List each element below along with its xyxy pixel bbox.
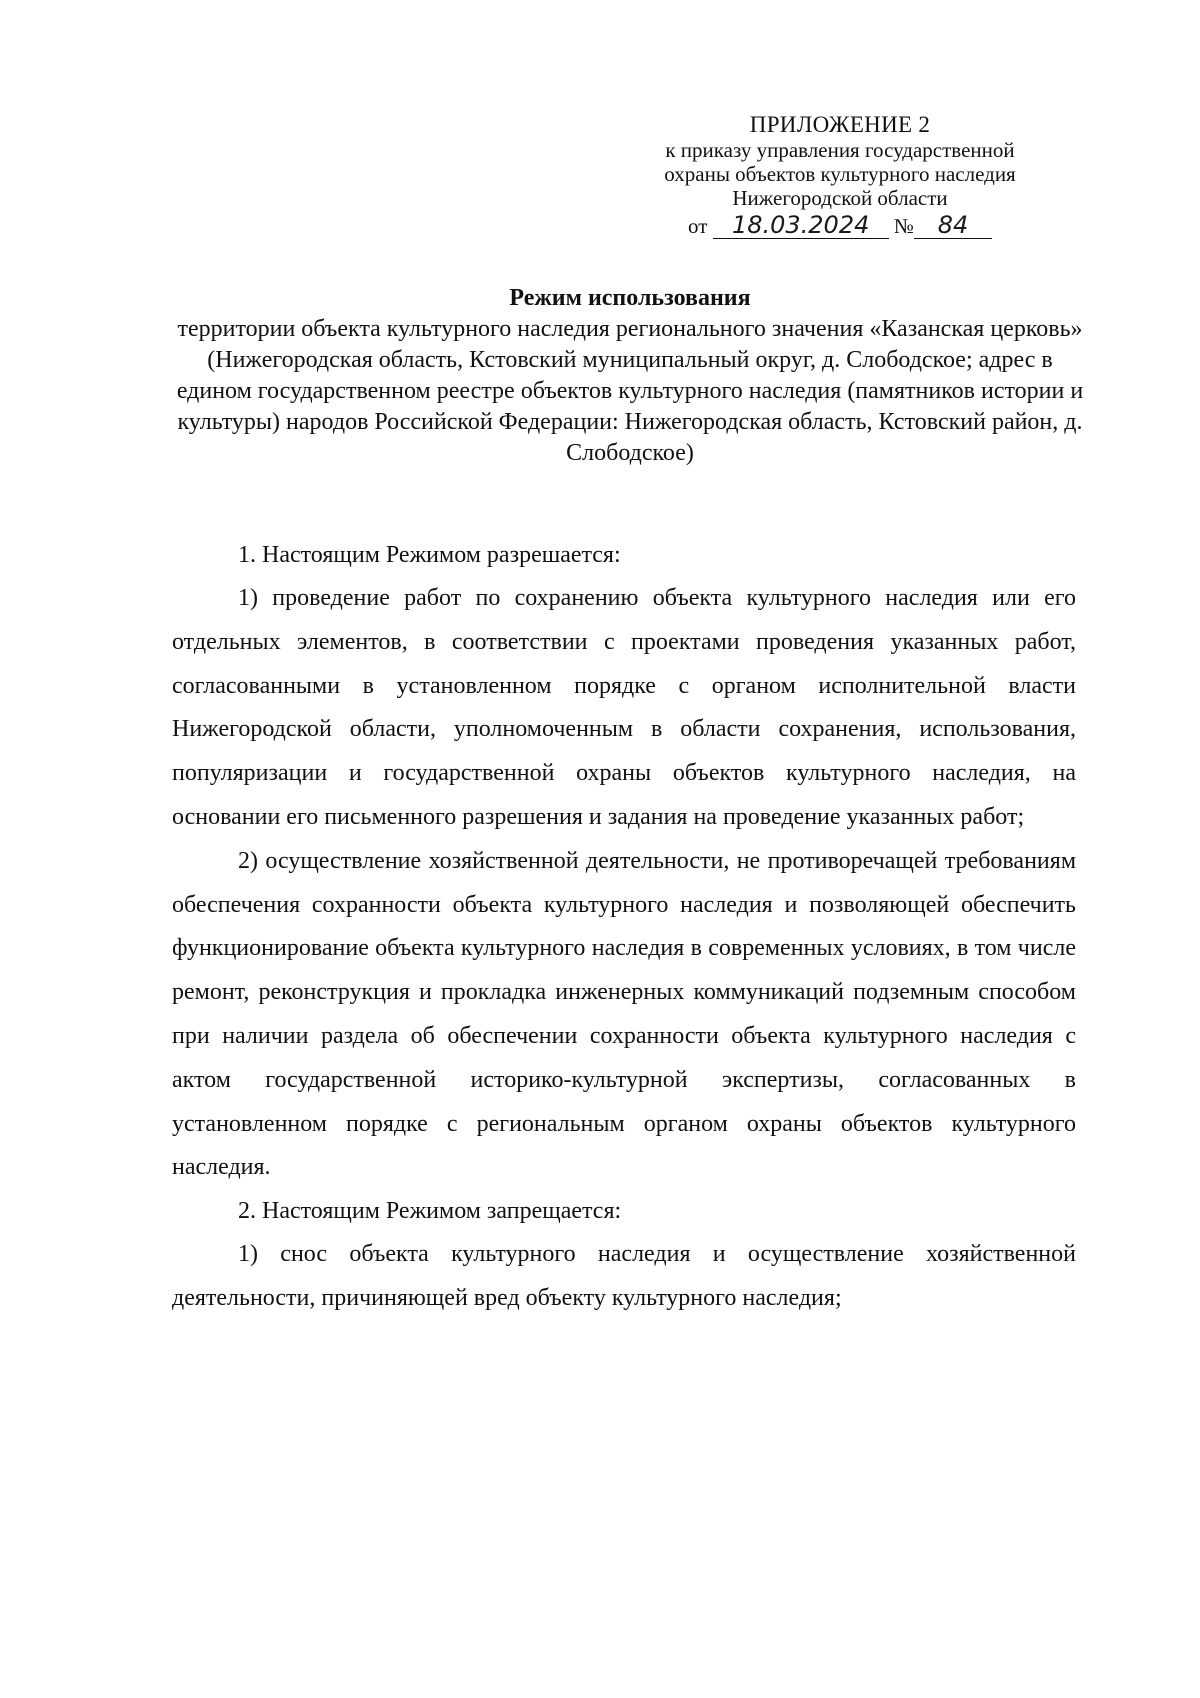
title-block	[170, 282, 1090, 469]
section-2-heading: 2. Настоящим Режимом запрещается:	[238, 1198, 622, 1225]
document-subtitle: территории объекта культурного наследия регионального значения «Казанская церковь» (Нижегородская область, Кстовский муниципальный округ, д. Слободское; адрес в едином государственном реестре объектов культурного наследия (памятников истории и культуры) народов Российской Федерации: Нижегородская область, Кстовский район, д. Слободское)	[176, 316, 1084, 466]
header-line-1: к приказу управления государственной	[665, 138, 1015, 162]
section-1-item-1: 1) проведение работ по сохранению объекта культурного наследия или его отдельных элементов, в соответствии с проектами проведения указанных работ, согласованными в установленном порядке с органом исполнительной власти Нижегородской области, уполномоченным в области сохранения, использования, популяризации и государственной охраны объектов культурного наследия, на основании его письменного разрешения и задания на проведение указанных работ;	[172, 585, 1076, 830]
section-2-item-1: 1) снос объекта культурного наследия и осуществление хозяйственной деятельности, причиняющей вред объекту культурного наследия;	[172, 1241, 1076, 1311]
handwritten-number: 84	[914, 212, 992, 239]
section-1-heading: 1. Настоящим Режимом разрешается:	[238, 542, 621, 568]
document-body	[172, 534, 1076, 1321]
document-title: Режим использования	[509, 285, 751, 311]
appendix-label: ПРИЛОЖЕНИЕ 2	[749, 112, 931, 137]
document-header	[620, 112, 1060, 240]
header-line-3: Нижегородской области	[732, 186, 948, 210]
section-1-item-2: 2) осуществление хозяйственной деятельности, не противоречащей требованиям обеспечения сохранности объекта культурного наследия и позволяющей обеспечить функционирование объекта культурного наследия в современных условиях, в том числе ремонт, реконструкция и прокладка инженерных коммуникаций подземным способом при наличии раздела об обеспечении сохранности объекта культурного наследия с актом государственной историко-культурной экспертизы, согласованных в установленном порядке с региональным органом охраны объектов культурного наследия.	[172, 847, 1076, 1181]
header-line-2: охраны объектов культурного наследия	[664, 162, 1016, 186]
number-prefix: №	[893, 214, 914, 238]
order-date-number-line	[620, 212, 1060, 240]
handwritten-date: 18.03.2024	[713, 212, 889, 239]
date-prefix: от	[688, 214, 708, 238]
